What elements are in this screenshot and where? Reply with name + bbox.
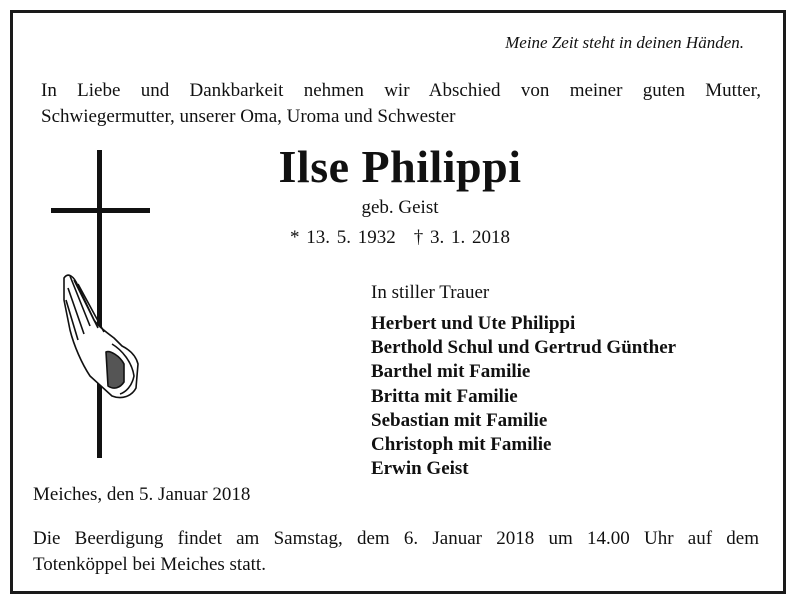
deceased-name: Ilse Philippi [278,141,522,192]
intro-line-2: Schwiegermutter, unserer Oma, Uroma und Schwester [41,106,456,127]
family-list [371,312,676,481]
list-item: Britta mit Familie [371,385,518,407]
list-item: Berthold Schul und Gertrud Günther [371,337,677,359]
list-item: Christoph mit Familie [371,434,552,456]
birth-date: * 13. 5. 1932 [290,227,396,248]
list-item: Barthel mit Familie [371,361,531,383]
mourning-heading: In stiller Trauer [371,282,490,303]
funeral-line-1: Die Beerdigung findet am Samstag, dem 6. Januar 2018 um 14.00 Uhr auf dem [33,528,759,549]
funeral-line-2: Totenköppel bei Meiches statt. [33,554,266,575]
intro-text [41,78,761,130]
death-date: † 3. 1. 2018 [413,227,510,248]
list-item: Sebastian mit Familie [371,409,548,431]
funeral-info [33,526,759,578]
place-date: Meiches, den 5. Januar 2018 [33,484,251,505]
cross-icon [50,150,150,460]
motto: Meine Zeit steht in deinen Händen. [505,33,744,52]
birth-name: geb. Geist [361,197,439,218]
list-item: Erwin Geist [371,458,469,480]
list-item: Herbert und Ute Philippi [371,313,576,334]
intro-line-1: In Liebe und Dankbarkeit nehmen wir Abschied von meiner guten Mutter, [41,80,761,101]
